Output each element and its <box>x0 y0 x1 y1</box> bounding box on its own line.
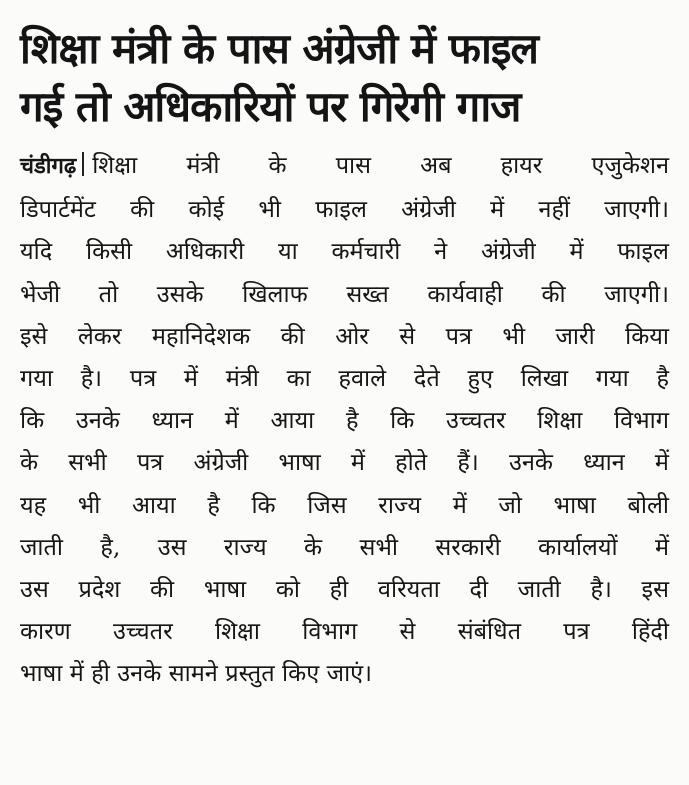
body-line-8: के सभी पत्र अंग्रेजी भाषा में होते हैं। उनके ध्यान में <box>20 448 669 477</box>
body-line-7: कि उनके ध्यान में आया है कि उच्चतर शिक्षा विभाग <box>20 406 669 435</box>
headline-line-2: गई तो अधिकारियों पर गिरेगी गाज <box>20 82 521 131</box>
body-line-5: इसे लेकर महानिदेशक की ओर से पत्र भी जारी किया <box>20 321 669 350</box>
dateline: चंडीगढ़ <box>20 154 77 179</box>
body-line-1-text: शिक्षा मंत्री के पास अब हायर एजुकेशन <box>92 151 669 179</box>
body-line-13: भाषा में ही उनके सामने प्रस्तुत किए जाएं। <box>20 659 373 688</box>
article-body <box>20 144 669 695</box>
headline-line-1: शिक्षा मंत्री के पास अंग्रेजी में फाइल <box>20 24 539 73</box>
body-line-10: जाती है, उस राज्य के सभी सरकारी कार्यालयों में <box>20 532 669 561</box>
body-line-3: यदि किसी अधिकारी या कर्मचारी ने अंग्रेजी में फाइल <box>20 237 669 266</box>
body-line-6: गया है। पत्र में मंत्री का हवाले देते हुए लिखा गया है <box>20 364 669 393</box>
headline <box>20 20 669 136</box>
body-line-1 <box>20 144 669 188</box>
body-line-4: भेजी तो उसके खिलाफ सख्त कार्यवाही की जाएगी। <box>20 279 669 308</box>
body-line-12: कारण उच्चतर शिक्षा विभाग से संबंधित पत्र हिंदी <box>20 617 669 646</box>
dateline-separator <box>82 152 84 176</box>
body-line-2: डिपार्टमेंट की कोई भी फाइल अंग्रेजी में नहीं जाएगी। <box>20 195 669 224</box>
body-line-9: यह भी आया है कि जिस राज्य में जो भाषा बोली <box>20 490 669 519</box>
body-line-11: उस प्रदेश की भाषा को ही वरियता दी जाती है। इस <box>20 575 669 604</box>
